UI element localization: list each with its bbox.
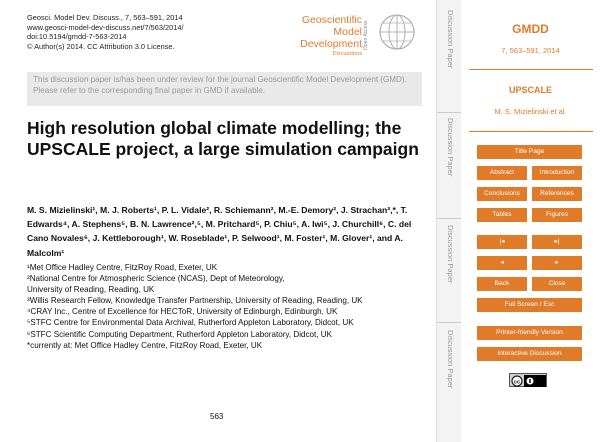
strip-divider: [437, 218, 462, 219]
conclusions-button[interactable]: Conclusions: [477, 187, 527, 201]
author-list: M. S. Mizielinski¹, M. J. Roberts¹, P. L. Vidale², R. Schiemann², M.-E. Demory², J. Strachan³,*, T. Edwards⁴, A. Stephens⁵, B. N. Lawrence²,⁵, M. Pritchard⁵, P. Chiu⁵, A. Iwi⁵, J. Churchill⁶, C. del Cano Novales⁶, J. Kettleborough¹, W. Roseblade¹, P. Selwood¹, M. Foster¹, M. Glover¹, and A. Malcolm¹: [27, 205, 412, 258]
journal-name-line2: Model Development: [300, 26, 362, 50]
sidebar-divider: [469, 131, 593, 132]
affiliation-line: ²National Centre for Atmospheric Science (NCAS), Dept of Meteorology,: [27, 274, 285, 284]
side-tab-label: Discussion Paper: [446, 225, 455, 284]
globe-logo-icon: [377, 12, 417, 52]
affiliation-line: ⁵STFC Centre for Environmental Data Archival, Rutherford Appleton Laboratory, Didcot, UK: [27, 318, 354, 328]
journal-name-line3: Discussions: [332, 51, 362, 57]
close-button[interactable]: Close: [532, 277, 582, 291]
svg-text:cc: cc: [513, 379, 521, 386]
affiliation-line: ³Willis Research Fellow, Knowledge Transfer Partnership, University of Reading, Reading, UK: [27, 296, 363, 306]
journal-name-line1: Geoscientific: [301, 14, 362, 26]
sidebar-journal-name: GMDD: [512, 22, 549, 36]
abstract-button[interactable]: Abstract: [477, 166, 527, 180]
journal-logo-text: [282, 14, 362, 58]
figures-button[interactable]: Figures: [532, 208, 582, 222]
references-button[interactable]: References: [532, 187, 582, 201]
sidebar-short-authors: M. S. Mizielinski et al.: [494, 107, 567, 116]
meta-line[interactable]: www.geosci-model-dev-discuss.net/7/563/2014/: [27, 22, 184, 32]
open-access-label: Open Access: [363, 20, 369, 50]
affiliation-line: University of Reading, Reading, UK: [27, 285, 155, 295]
fullscreen-button[interactable]: Full Screen / Esc: [477, 298, 582, 312]
strip-divider: [437, 112, 462, 113]
discussion-paper-strip: [436, 0, 462, 442]
cc-by-icon: [510, 375, 546, 387]
introduction-button[interactable]: Introduction: [532, 166, 582, 180]
strip-divider: [437, 322, 462, 323]
affiliation-line: *currently at: Met Office Hadley Centre, FitzRoy Road, Exeter, UK: [27, 340, 263, 350]
meta-line[interactable]: doi:10.5194/gmdd-7-563-2014: [27, 32, 127, 42]
affiliation-list: [27, 262, 432, 351]
meta-line: Geosci. Model Dev. Discuss., 7, 563–591, 2014: [27, 13, 183, 22]
side-tab-label: Discussion Paper: [446, 10, 455, 69]
sidebar-volume-ref: 7, 563–591, 2014: [501, 46, 560, 55]
paper-title: High resolution global climate modelling; the UPSCALE project, a large simulation campaign: [27, 118, 419, 159]
tables-button[interactable]: Tables: [477, 208, 527, 222]
first-page-button[interactable]: [477, 235, 527, 249]
printer-friendly-button[interactable]: Printer-friendly Version: [477, 326, 582, 340]
affiliation-line: ⁴CRAY Inc., Centre of Excellence for HECToR, University of Edinburgh, Edinburgh, UK: [27, 307, 338, 317]
citation-meta: [27, 13, 184, 51]
sidebar-divider: [469, 69, 593, 70]
navigation-sidebar: [461, 0, 600, 442]
page-number: 563: [210, 412, 224, 421]
first-page-icon: |◂: [499, 238, 505, 245]
side-tab-label: Discussion Paper: [446, 330, 455, 389]
next-page-button[interactable]: ▸: [532, 256, 582, 270]
side-tab-label: Discussion Paper: [446, 118, 455, 177]
previous-page-button[interactable]: ◂: [477, 256, 527, 270]
title-page-button[interactable]: Title Page: [477, 145, 582, 159]
meta-line: © Author(s) 2014. CC Attribution 3.0 License.: [27, 41, 175, 51]
back-button[interactable]: Back: [477, 277, 527, 291]
sidebar-short-title: UPSCALE: [508, 85, 552, 95]
affiliation-line: ¹Met Office Hadley Centre, FitzRoy Road, Exeter, UK: [27, 263, 218, 272]
last-page-icon: ▸|: [554, 238, 560, 245]
cc-license-badge[interactable]: [509, 373, 547, 387]
interactive-discussion-button[interactable]: Interactive Discussion: [477, 347, 582, 361]
review-notice: This discussion paper is/has been under review for the journal Geoscientific Model Development (GMD). Please refer to the corresponding final paper in GMD if available.: [27, 72, 422, 106]
last-page-button[interactable]: [532, 235, 582, 249]
affiliation-line: ⁶STFC Scientific Computing Department, Rutherford Appleton Laboratory, Didcot, UK: [27, 329, 333, 339]
